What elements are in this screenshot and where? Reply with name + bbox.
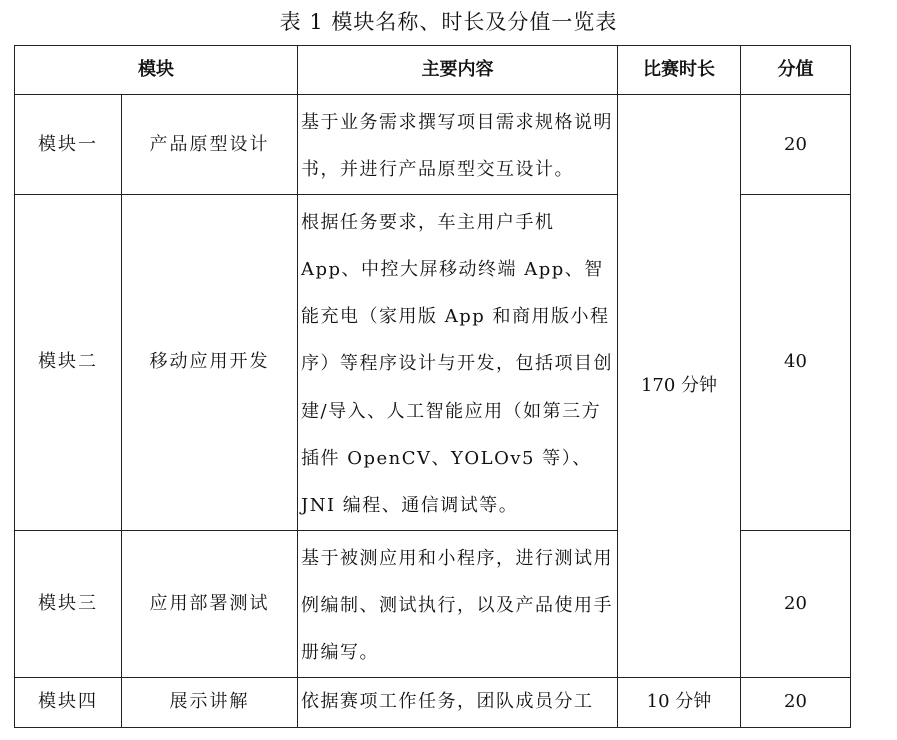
duration-modules-1-3: 170 分钟	[618, 95, 741, 678]
header-score: 分值	[741, 46, 851, 95]
module-name: 应用部署测试	[122, 530, 298, 677]
module-score: 40	[741, 194, 851, 530]
module-score: 20	[741, 95, 851, 195]
module-name: 展示讲解	[122, 677, 298, 727]
module-content: 依据赛项工作任务，团队成员分工	[298, 677, 618, 727]
module-content: 根据任务要求，车主用户手机 App、中控大屏移动终端 App、智能充电（家用版 App 和商用版小程序）等程序设计与开发，包括项目创建/导入、人工智能应用（如第三方插件 OpenCV、YOLOv5 等）、JNI 编程、通信调试等。	[298, 194, 618, 530]
module-number: 模块二	[15, 194, 122, 530]
module-table	[14, 45, 851, 728]
module-name: 产品原型设计	[122, 95, 298, 195]
module-content: 基于业务需求撰写项目需求规格说明书，并进行产品原型交互设计。	[298, 95, 618, 195]
module-number: 模块三	[15, 530, 122, 677]
duration-module-4: 10 分钟	[618, 677, 741, 727]
header-content: 主要内容	[298, 46, 618, 95]
table-header-row	[15, 46, 851, 95]
table-row	[15, 677, 851, 727]
header-module: 模块	[15, 46, 298, 95]
module-content: 基于被测应用和小程序，进行测试用例编制、测试执行，以及产品使用手册编写。	[298, 530, 618, 677]
module-number: 模块一	[15, 95, 122, 195]
module-number: 模块四	[15, 677, 122, 727]
module-score: 20	[741, 677, 851, 727]
table-row	[15, 95, 851, 195]
module-name: 移动应用开发	[122, 194, 298, 530]
module-score: 20	[741, 530, 851, 677]
header-duration: 比赛时长	[618, 46, 741, 95]
table-caption: 表 1 模块名称、时长及分值一览表	[279, 10, 618, 34]
